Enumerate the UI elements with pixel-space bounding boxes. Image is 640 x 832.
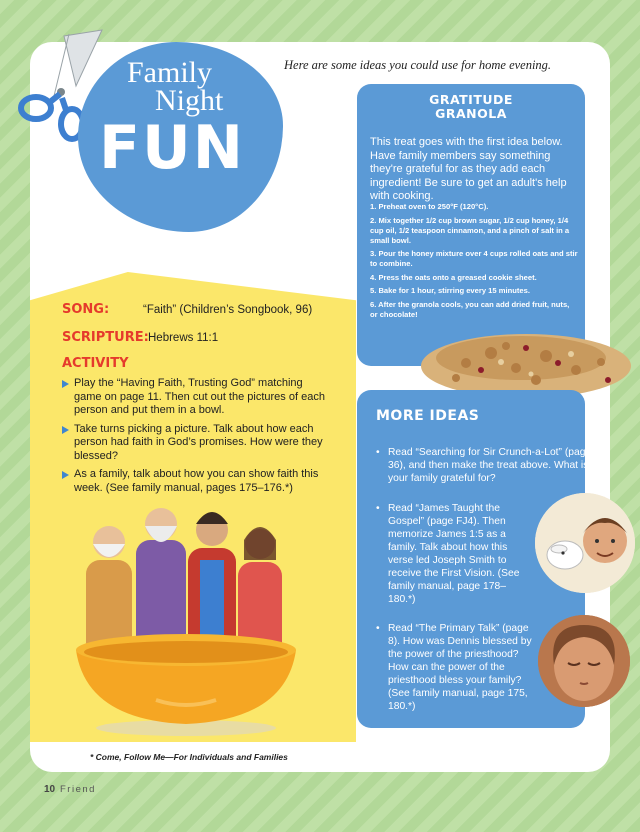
title-fun: FUN	[99, 113, 245, 183]
activity-list	[62, 377, 330, 500]
activity-label: ACTIVITY	[62, 356, 129, 371]
idea-item: • Read “The Primary Talk” (page 8). How was Dennis blessed by the power of the priesthood? How can the power of the priesthood bless your family? (See family manual, page 175, 180.*)	[376, 622, 538, 713]
magazine-name: Friend	[60, 784, 96, 795]
granola-step: 2. Mix together 1/2 cup brown sugar, 1/2 cup honey, 1/4 cup oil, 1/2 teaspoon cinnamon, and a pinch of salt in a small bowl.	[370, 215, 570, 245]
scripture-text: Hebrews 11:1	[148, 332, 219, 344]
more-ideas-title: MORE IDEAS	[376, 408, 480, 424]
song-label: SONG:	[62, 302, 110, 317]
footnote: * Come, Follow Me—For Individuals and Families	[90, 752, 288, 762]
boy-and-lamb-image	[535, 493, 635, 593]
granola-step: 4. Press the oats onto a greased cookie sheet.	[370, 272, 537, 282]
granola-steps	[370, 202, 578, 323]
girl-praying-image	[538, 615, 630, 707]
granola-title	[357, 93, 585, 121]
activity-item: As a family, talk about how you can show faith this week. (See family manual, pages 175–176.*)	[62, 468, 330, 495]
bowl-with-figures-image	[66, 500, 306, 740]
granola-step: 3. Pour the honey mixture over 4 cups rolled oats and stir to combine.	[370, 249, 578, 268]
scripture-label: SCRIPTURE:	[62, 330, 149, 345]
idea-item: • Read “Searching for Sir Crunch-a-Lot” (page 36), and then make the treat above. What is your family grateful for?	[376, 446, 593, 485]
intro-text: Here are some ideas you could use for home evening.	[284, 58, 552, 72]
title-family: Family	[127, 56, 213, 89]
activity-item: Play the “Having Faith, Trusting God” matching game on page 11. Then cut out the pictures of each person and put them in a bowl.	[62, 377, 330, 418]
granola-step: 6. After the granola cools, you can add dried fruit, nuts, or chocolate!	[370, 299, 570, 319]
idea-item: • Read “James Taught the Gospel” (page FJ4). Then memorize James 1:5 as a family. Talk about how this verse led Joseph Smith to receive the First Vision. (See family manual, page 178–180.*)	[376, 502, 528, 606]
page-number: 10	[44, 784, 56, 795]
granola-step: 5. Bake for 1 hour, stirring every 15 minutes.	[370, 286, 530, 295]
granola-title-line1: GRATITUDE	[429, 92, 513, 107]
activity-item: Take turns picking a picture. Talk about how each person had faith in God’s promises. How were they blessed?	[62, 423, 330, 464]
title-night: Night	[155, 84, 224, 117]
granola-title-line2: GRANOLA	[435, 106, 507, 121]
granola-step: 1. Preheat oven to 250°F (120°C).	[370, 202, 489, 211]
song-text: “Faith” (Children’s Songbook, 96)	[143, 304, 313, 316]
granola-intro: This treat goes with the first idea below. Have family members say something they're grateful for as they add each ingredient! Be sure to get an adult's help with cooking.	[370, 136, 567, 202]
